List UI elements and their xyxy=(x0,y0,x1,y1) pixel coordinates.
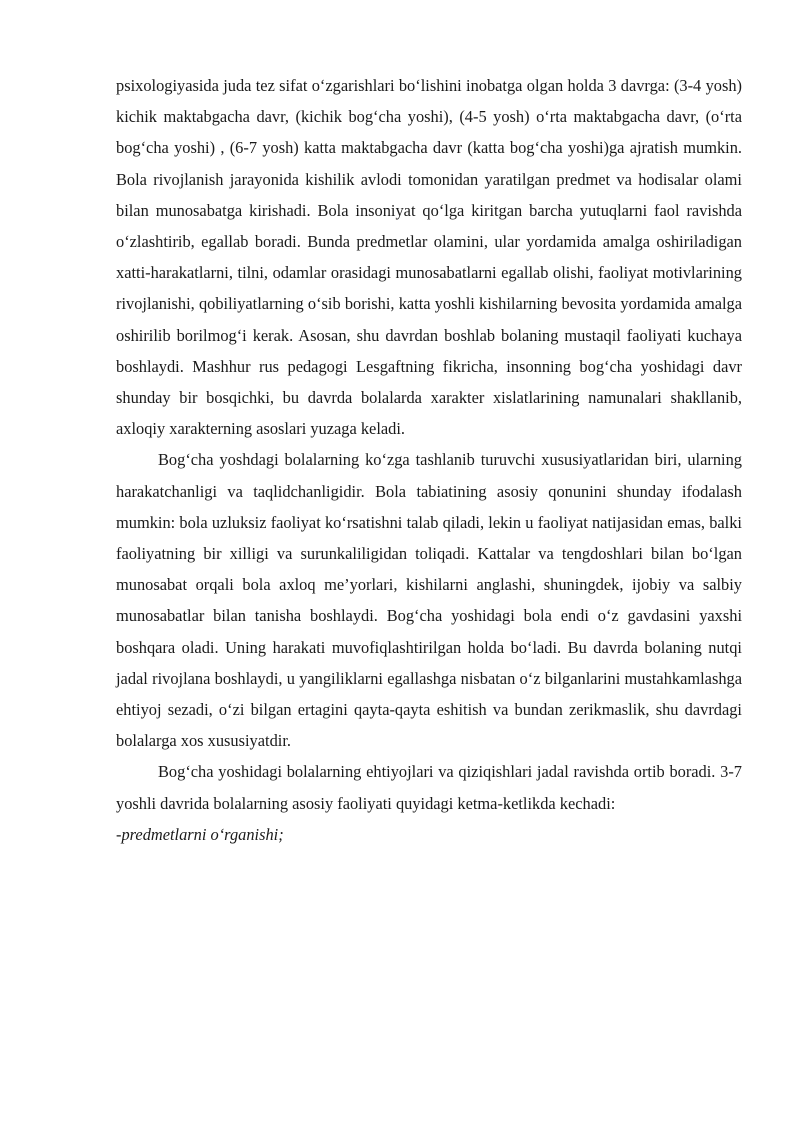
paragraph-needs-interests: Bog‘cha yoshidagi bolalarning ehtiyojlari va qiziqishlari jadal ravishda ortib boradi. 3-7 yoshli davrida bolalarning asosiy faoliyati quyidagi ketma-ketlikda kechadi: xyxy=(116,762,742,813)
paragraph-continuation: psixologiyasida juda tez sifat o‘zgarishlari bo‘lishini inobatga olgan holda 3 davrga: (3-4 yosh) kichik maktabgacha davr, (kichik bog‘cha yoshi), (4-5 yosh) o‘rta maktabgacha davr, (o‘rta bog‘cha yoshi) , (6-7 yosh) katta maktabgacha davr (katta bog‘cha yoshi)ga ajratish mumkin. Bola rivojlanish jarayonida kishilik avlodi tomonidan yaratilgan predmet va hodisalar olami bilan munosabatga kirishadi. Bola insoniyat qo‘lga kiritgan barcha yutuqlarni faol ravishda o‘zlashtirib, egallab boradi. Bunda predmetlar olamini, ular yordamida amalga oshiriladigan xatti-harakatlarni, tilni, odamlar orasidagi munosabatlarni egallab olishi, faoliyat motivlarining rivojlanishi, qobiliyatlarning o‘sib borishi, katta yoshli kishilarning bevosita yordamida amalga oshirilib borilmog‘i kerak. Asosan, shu davrdan boshlab bolaning mustaqil faoliyati kuchaya boshlaydi. Mashhur rus pedagogi Lesgaftning fikricha, insonning bog‘cha yoshidagi davr shunday bir bosqichki, bu davrda bolalarda xarakter xislatlarining namunalari shakllanib, axloqiy xarakterning asoslari yuzaga keladi. xyxy=(116,76,742,439)
paragraph-preschool-traits: Bog‘cha yoshdagi bolalarning ko‘zga tashlanib turuvchi xususiyatlaridan biri, ularning harakatchanligi va taqlidchanligidir. Bola tabiatining asosiy qonunini shunday ifodalash mumkin: bola uzluksiz faoliyat ko‘rsatishni talab qiladi, lekin u faoliyat natijasidan emas, balki faoliyatning bir xilligi va surunkaliligidan toliqadi. Kattalar va tengdoshlari bilan bo‘lgan munosabat orqali bola axloq me’yorlari, kishilarni anglashi, shuningdek, ijobiy va salbiy munosabatlar bilan tanisha boshlaydi. Bog‘cha yoshidagi bola endi o‘z gavdasini yaxshi boshqara oladi. Uning harakati muvofiqlashtirilgan holda bo‘ladi. Bu davrda bolaning nutqi jadal rivojlana boshlaydi, u yangiliklarni egallashga nisbatan o‘z bilganlarini mustahkamlashga ehtiyoj sezadi, o‘zi bilgan ertagini qayta-qayta eshitish va bundan zerikmaslik, shu davrdagi bolalarga xos xususiyatdir. xyxy=(116,450,742,751)
list-item-objects: -predmetlarni o‘rganishi; xyxy=(116,824,284,844)
document-body xyxy=(116,70,742,850)
